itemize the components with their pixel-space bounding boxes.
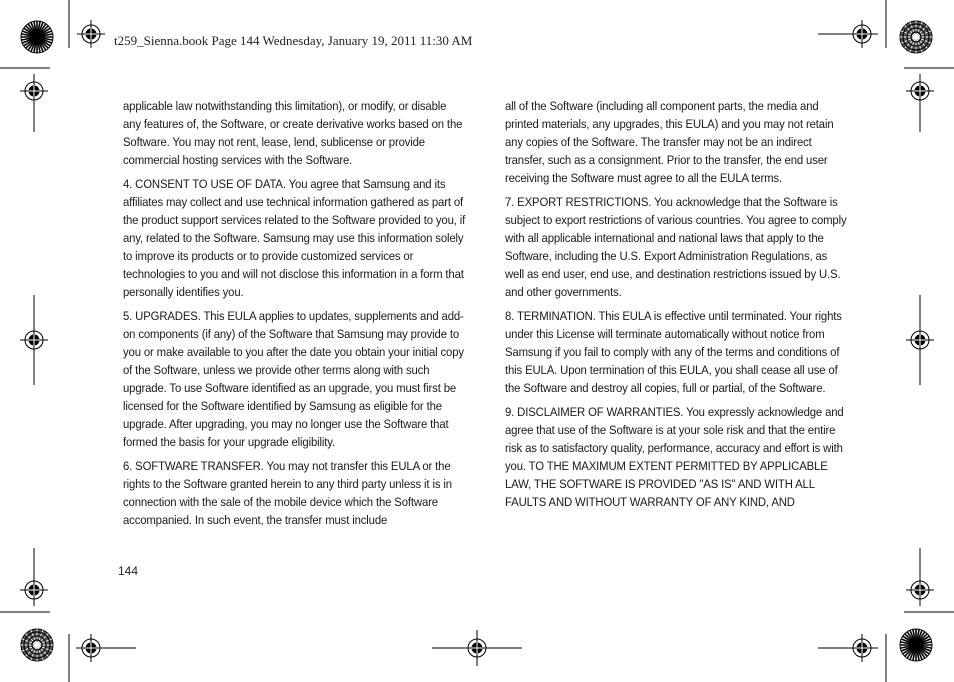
registration-mark-icon — [77, 634, 105, 662]
registration-mark-icon — [20, 576, 48, 604]
paragraph: 9. DISCLAIMER OF WARRANTIES. You expressly acknowledge and agree that use of the Software is at your sole risk and that the entire risk as to satisfactory quality, performance, accuracy and effort is with you. TO THE MAXIMUM EXTENT PERMITTED BY APPLICABLE LAW, THE SOFTWARE IS PROVIDED "AS IS" AND WITH ALL FAULTS AND WITHOUT WARRANTY OF ANY KIND, AND — [505, 405, 844, 509]
paragraph: applicable law notwithstanding this limitation), or modify, or disable any features of, the Software, or create derivative works based on the Software. You may not rent, lease, lend, sublicense or provide commercial hosting services with the Software. — [123, 99, 463, 167]
paragraph: all of the Software (including all component parts, the media and printed materials, any upgrades, this EULA) and you may not retain any copies of the Software. The transfer may not be an indirect transfer, such as a consignment. Prior to the transfer, the end user receiving the Software must agree to all the EULA terms. — [505, 99, 834, 185]
registration-mark-icon — [20, 77, 48, 105]
registration-mark-icon — [20, 326, 48, 354]
left-text-column — [123, 97, 465, 535]
paragraph: 4. CONSENT TO USE OF DATA. You agree that Samsung and its affiliates may collect and use technical information gathered as part of the product support services related to the Software provided to you, if any, related to the Software. Samsung may use this information solely to improve its products or to provide customized services or technologies to you and will not disclose this information in a form that personally identifies you. — [123, 177, 466, 299]
starburst-target-icon — [900, 21, 932, 53]
paragraph: 5. UPGRADES. This EULA applies to updates, supplements and add-on components (if any) of the Software that Samsung may provide to you or make available to you after the date you obtain your initial copy of the Software, unless we provide other terms along with such upgrade. To use Software identified as an upgrade, you must first be licensed for the Software identified by Samsung as eligible for the upgrade. After upgrading, you may no longer use the Software that formed the basis for your upgrade eligibility. — [123, 309, 464, 449]
starburst-target-icon — [21, 629, 53, 661]
registration-mark-icon — [463, 634, 491, 662]
paragraph: 7. EXPORT RESTRICTIONS. You acknowledge that the Software is subject to export restrictions of various countries. You agree to comply with all applicable international and national laws that apply to the Software, including the U.S. Export Administration Regulations, as well as end user, end use, and destination restrictions issued by U.S. and other governments. — [505, 195, 847, 299]
registration-mark-icon — [848, 634, 876, 662]
right-text-column — [505, 97, 847, 517]
page-number: 144 — [118, 564, 139, 578]
registration-mark-icon — [906, 326, 934, 354]
starburst-target-icon — [21, 21, 53, 53]
registration-mark-icon — [848, 20, 876, 48]
paragraph: 8. TERMINATION. This EULA is effective until terminated. Your rights under this License will terminate automatically without notice from Samsung if you fail to comply with any of the terms and conditions of this EULA. Upon termination of this EULA, you shall cease all use of the Software and destroy all copies, full or partial, of the Software. — [505, 309, 842, 395]
paragraph: 6. SOFTWARE TRANSFER. You may not transfer this EULA or the rights to the Software granted herein to any third party unless it is in connection with the sale of the mobile device which the Software accompanied. In such event, the transfer must include — [123, 459, 452, 527]
registration-mark-icon — [77, 20, 105, 48]
registration-mark-icon — [906, 77, 934, 105]
print-header-line: t259_Sienna.book Page 144 Wednesday, January 19, 2011 11:30 AM — [114, 33, 473, 48]
registration-mark-icon — [906, 576, 934, 604]
starburst-target-icon — [900, 629, 932, 661]
